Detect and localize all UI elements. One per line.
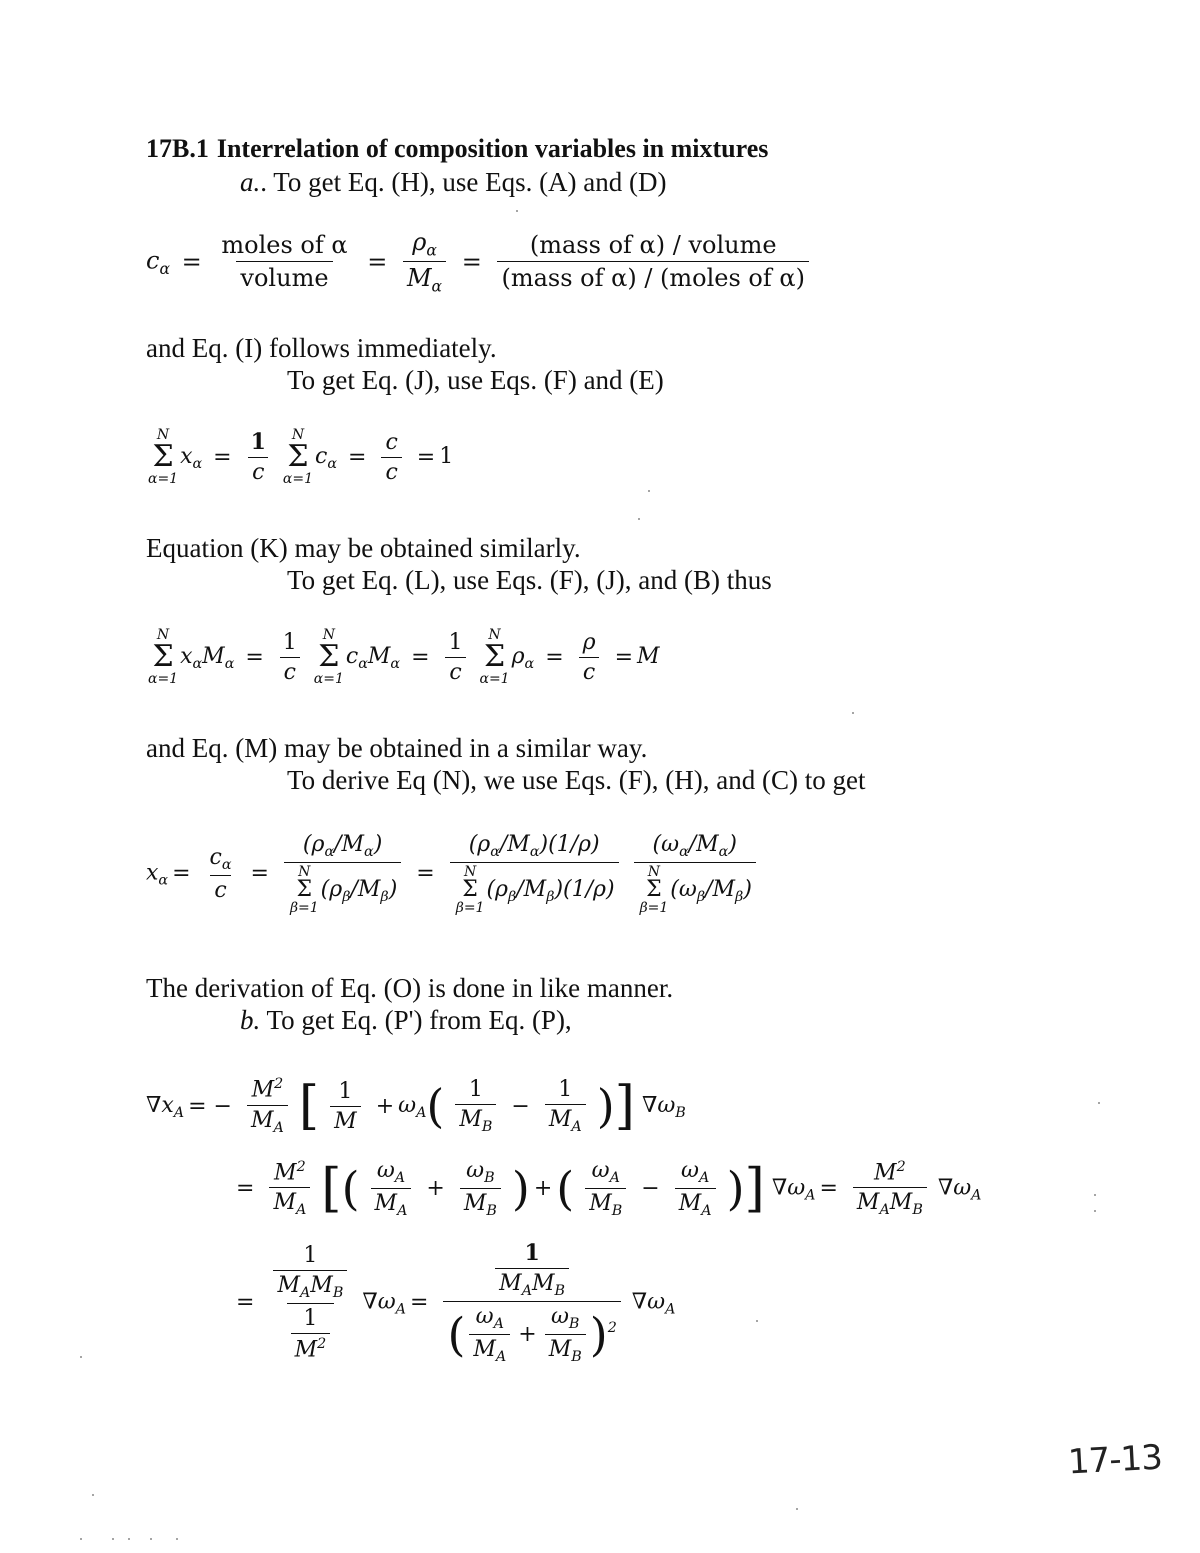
part-a-label: a. bbox=[240, 167, 261, 197]
scan-speck bbox=[92, 1494, 94, 1496]
scan-speck bbox=[1094, 1194, 1096, 1196]
equation-mole-fraction-from-mass-fraction: $x_\alpha$ = $\frac{c_\alpha}{c}$ = $(\rho_\alpha/M_\alpha)$ N Σ β=1 $(\rho_\beta/M_\beta)$ = $(\rho_\alpha/M_\alpha)(1/\rho)$ N Σ β=1 $(\rho_\beta/M_\beta)(1/\rho)$ $(\omega_\alpha/M_\alpha)$ N Σ β=1 $(\omega_\beta/M_\beta)$ bbox=[146, 832, 760, 915]
scan-speck bbox=[150, 1538, 152, 1540]
mass-fraction-denominator: (mass of α) / (moles of α) bbox=[497, 261, 809, 292]
scan-speck bbox=[176, 1538, 178, 1540]
page-number: 17-13 bbox=[1067, 1437, 1163, 1483]
part-a-intro: a.. To get Eq. (H), use Eqs. (A) and (D) bbox=[240, 167, 667, 197]
scan-speck bbox=[112, 1538, 114, 1540]
section-heading bbox=[146, 134, 768, 164]
equation-gradient-line-3: = $\frac{\frac{1}{M_AM_B}}{\frac{1}{M^2}}$ $\nabla\omega_A$ = $\frac{1}{M_AM_B}$ ( $\frac{\omega_A}{M_A}$ + $\frac{\omega_B}{M_B}$ )$^2$ $\nabla\omega_A$ bbox=[236, 1240, 676, 1365]
moles-fraction-numerator: moles of α bbox=[221, 231, 348, 260]
text-line-4: To get Eq. (L), use Eqs. (F), (J), and (B) thus bbox=[287, 565, 772, 595]
equation-mean-molar-mass: N Σ α=1 $x_\alpha M_\alpha$ = $\frac{1}{c}$ N Σ α=1 $c_\alpha M_\alpha$ = $\frac{1}{c}$ N Σ α=1 $\rho_\alpha$ = $\frac{\rho}{c}$ = M bbox=[148, 627, 660, 687]
scan-speck bbox=[852, 712, 854, 714]
part-b-label: b. bbox=[240, 1005, 261, 1035]
mass-fraction-numerator: (mass of α) / volume bbox=[529, 231, 777, 260]
equation-gradient-line-2: = $\frac{M^2}{M_A}$ [( $\frac{\omega_A}{M_A}$ + $\frac{\omega_B}{M_B}$ ) +( $\frac{\omega_A}{M_B}$ − $\frac{\omega_A}{M_A}$ )] $\nabla\omega_A$ = $\frac{M^2}{M_AM_B}$ $\nabla\omega_A$ bbox=[236, 1158, 982, 1219]
section-number: 17B.1 bbox=[146, 134, 209, 163]
text-line-1: and Eq. (I) follows immediately. bbox=[146, 333, 497, 363]
equation-gradient-line-1: $\nabla x_A$ = − $\frac{M^2}{M_A}$ [ $\frac{1}{M}$ + $\omega_A$( $\frac{1}{M_B}$ − $\frac{1}{M_A}$ )] $\nabla\omega_B$ bbox=[146, 1076, 686, 1136]
scan-speck bbox=[756, 1320, 758, 1322]
scan-speck bbox=[638, 518, 640, 520]
scan-speck bbox=[1094, 1210, 1096, 1212]
scan-speck bbox=[648, 490, 650, 492]
moles-fraction-denominator: volume bbox=[236, 261, 332, 292]
text-line-7: The derivation of Eq. (O) is done in like manner. bbox=[146, 973, 674, 1003]
scan-speck bbox=[80, 1356, 82, 1358]
equation-mole-fraction-sum: N Σ α=1 $x_\alpha$ = $\frac{1}{c}$ N Σ α=1 $c_\alpha$ = $\frac{c}{c}$ = 1 bbox=[148, 427, 454, 487]
part-b-intro: b. To get Eq. (P') from Eq. (P), bbox=[240, 1005, 572, 1035]
text-line-2: To get Eq. (J), use Eqs. (F) and (E) bbox=[287, 365, 664, 395]
text-line-3: Equation (K) may be obtained similarly. bbox=[146, 533, 581, 563]
scan-speck bbox=[796, 1508, 798, 1510]
scan-speck bbox=[1098, 1102, 1100, 1104]
equation-molar-concentration: $c_\alpha$ = $\frac{\text{moles of α}}{\text{volume}}$ = $\frac{\rho_\alpha}{M_\alpha}$ = $\frac{\text{(mass of α) / volume}}{\text{(mass of α) / (moles of α)}}$ bbox=[146, 228, 813, 296]
text-line-6: To derive Eq (N), we use Eqs. (F), (H), and (C) to get bbox=[287, 765, 866, 795]
scan-speck bbox=[128, 1538, 130, 1540]
text-line-5: and Eq. (M) may be obtained in a similar way. bbox=[146, 733, 648, 763]
scan-speck bbox=[516, 210, 518, 212]
section-title: Interrelation of composition variables in mixtures bbox=[216, 134, 769, 163]
scan-speck bbox=[80, 1538, 82, 1540]
